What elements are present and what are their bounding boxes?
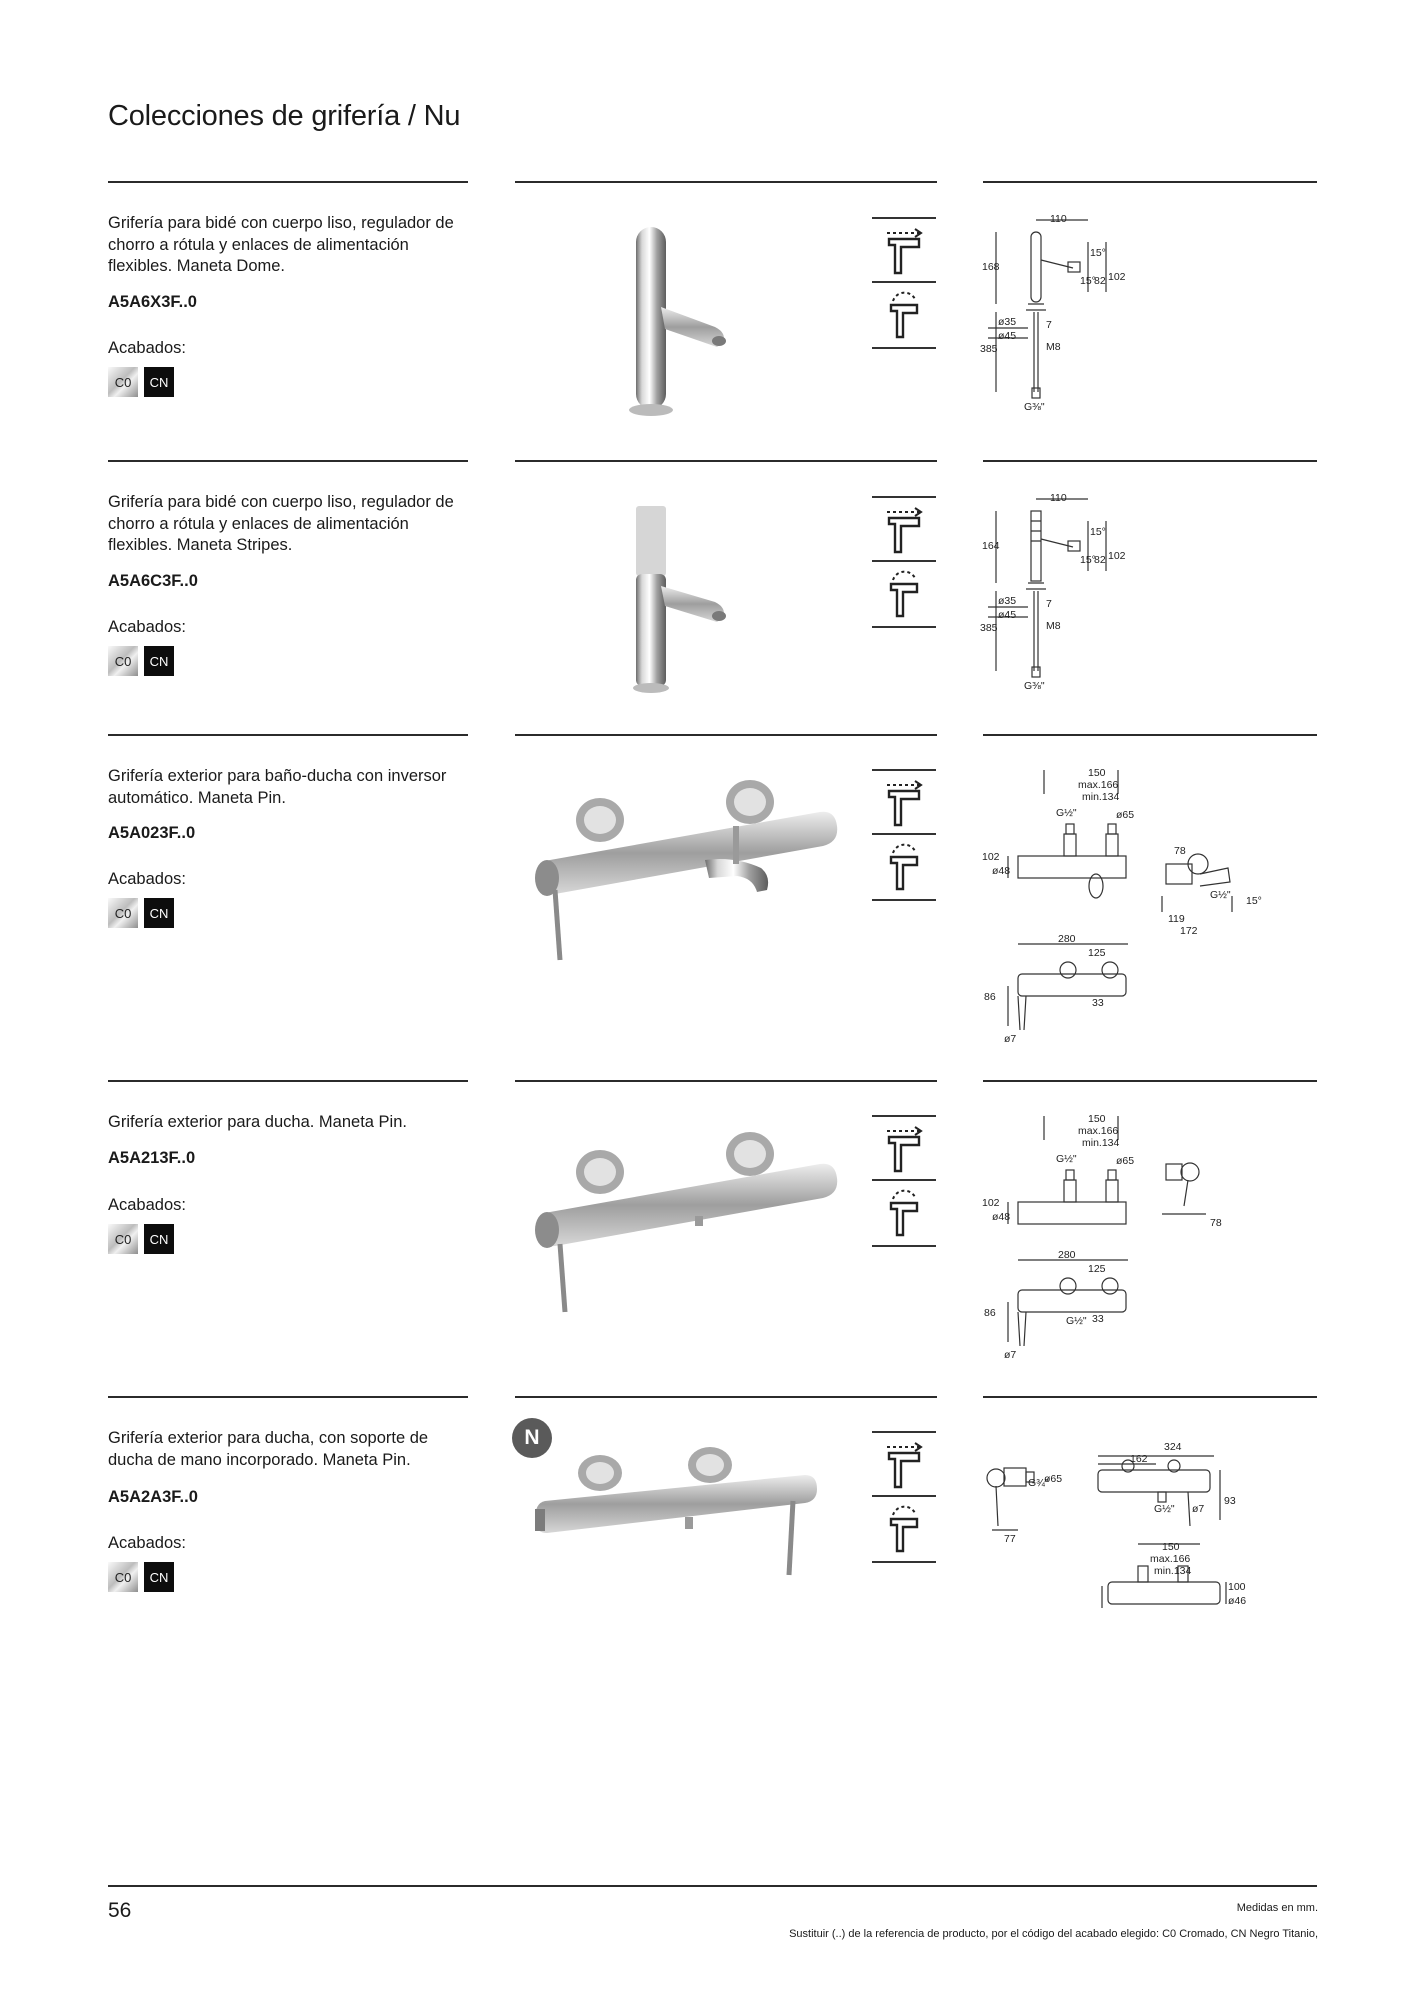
new-product-badge: N: [512, 1418, 552, 1458]
finish-swatch-black-titanium: CN: [144, 1224, 174, 1254]
product-code: A5A213F..0: [108, 1149, 196, 1167]
dim-max: max.166: [1078, 1125, 1119, 1137]
dim-min: min.134: [1154, 1565, 1192, 1577]
faucet-temperature-icon: [872, 1117, 936, 1181]
finish-swatch-black-titanium: CN: [144, 1562, 174, 1592]
dim-depth: 78: [1210, 1217, 1222, 1229]
dim-height: 168: [982, 261, 1000, 273]
finish-swatch-chrome: C0: [108, 1224, 138, 1254]
faucet-flow-icon: [872, 1181, 936, 1245]
product-description: Grifería exterior para ducha. Maneta Pin.: [108, 1113, 407, 1131]
dim-width: 110: [1050, 492, 1067, 504]
dim-depth: 119: [1168, 913, 1185, 925]
faucet-temperature-icon: [872, 1433, 936, 1497]
row-divider: [108, 1396, 468, 1398]
dim-diameter: ø48: [992, 1211, 1011, 1223]
dim-angle: 15°: [1080, 554, 1096, 566]
dim-depth: 82: [1094, 275, 1106, 287]
page-title: Colecciones de grifería / Nu: [108, 100, 461, 132]
dim-depth: 102: [1108, 271, 1126, 283]
dim-depth: 78: [1174, 845, 1186, 857]
finishes-label: Acabados:: [108, 1196, 186, 1214]
product-code: A5A2A3F..0: [108, 1488, 198, 1506]
technical-drawing: [978, 764, 1278, 1046]
dim-connection: G½": [1056, 807, 1077, 819]
product-photo-shower-mixer: [505, 1108, 850, 1328]
finish-swatch-chrome: C0: [108, 898, 138, 928]
finishes-label: Acabados:: [108, 618, 186, 636]
dim-height: 100: [1228, 1581, 1246, 1593]
row-divider: [515, 460, 937, 462]
dim-angle: 15°: [1246, 895, 1262, 907]
icon-divider: [872, 626, 936, 628]
dim-diameter: ø46: [1228, 1595, 1247, 1607]
dim-connection: G½": [1154, 1503, 1175, 1515]
technical-drawing: [978, 1426, 1278, 1636]
finish-swatch-chrome: C0: [108, 1562, 138, 1592]
dim-min: min.134: [1082, 791, 1120, 803]
dim-size: 7: [1046, 319, 1052, 331]
page-number: 56: [108, 1899, 132, 1922]
product-description: Grifería para bidé con cuerpo liso, regulador de chorro a rótula y enlaces de alimentación flexibles. Maneta Stripes.: [108, 493, 454, 554]
dim-diameter: ø45: [998, 330, 1017, 342]
dim-connection: G½": [1210, 889, 1231, 901]
row-divider: [108, 734, 468, 736]
product-photo-shower-mixer-with-holder: [505, 1425, 850, 1615]
technical-drawing: [978, 491, 1168, 691]
faucet-flow-icon: [872, 835, 936, 899]
icon-divider: [872, 899, 936, 901]
faucet-temperature-icon: [872, 771, 936, 835]
finish-swatch-black-titanium: CN: [144, 646, 174, 676]
dim-min: min.134: [1082, 1137, 1120, 1149]
dim-length: 385: [980, 343, 998, 355]
dim-height: 102: [982, 851, 1000, 863]
dim-connection: G½": [1066, 1315, 1087, 1327]
dim-width: 110: [1050, 213, 1067, 225]
row-divider: [108, 460, 468, 462]
dim-depth: 172: [1180, 925, 1198, 937]
product-photo-bath-shower-mixer: [505, 760, 850, 980]
dim-diameter: ø7: [1004, 1033, 1017, 1045]
dim-max: max.166: [1078, 779, 1119, 791]
technical-drawing: [978, 1110, 1278, 1360]
dim-size: 7: [1046, 598, 1052, 610]
dim-length: 324: [1164, 1441, 1182, 1453]
row-divider: [983, 1396, 1317, 1398]
finishes-label: Acabados:: [108, 339, 186, 357]
finishes-label: Acabados:: [108, 870, 186, 888]
icon-divider: [872, 347, 936, 349]
dim-max: max.166: [1150, 1553, 1191, 1565]
row-divider: [108, 1080, 468, 1082]
product-code: A5A6X3F..0: [108, 293, 197, 311]
row-divider: [108, 181, 468, 183]
finishes-label: Acabados:: [108, 1534, 186, 1552]
dim-height: 164: [982, 540, 1000, 552]
dim-connection: G⅜": [1024, 680, 1045, 691]
dim-depth: 33: [1092, 1313, 1104, 1325]
dim-angle: 15°: [1090, 247, 1106, 259]
footer-measures-note: Medidas en mm.: [1236, 1902, 1318, 1914]
dim-diameter: ø7: [1004, 1349, 1017, 1360]
row-divider: [983, 1080, 1317, 1082]
dim-height: 86: [984, 991, 996, 1003]
dim-length: 385: [980, 622, 998, 634]
dim-thread: M8: [1046, 341, 1061, 353]
product-code: A5A023F..0: [108, 824, 196, 842]
row-divider: [515, 1396, 937, 1398]
dim-width: 150: [1088, 767, 1106, 779]
dim-length: 125: [1088, 1263, 1106, 1275]
dim-diameter: ø35: [998, 595, 1017, 607]
dim-height: 93: [1224, 1495, 1236, 1507]
dim-length: 280: [1058, 1249, 1076, 1261]
faucet-flow-icon: [872, 1497, 936, 1561]
dim-angle: 15°: [1090, 526, 1106, 538]
dim-height: 86: [984, 1307, 996, 1319]
row-divider: [515, 1080, 937, 1082]
product-description: Grifería para bidé con cuerpo liso, regulador de chorro a rótula y enlaces de alimentación flexibles. Maneta Dome.: [108, 214, 454, 275]
dim-diameter: ø35: [998, 316, 1017, 328]
dim-diameter: ø65: [1044, 1473, 1063, 1485]
finish-swatch-black-titanium: CN: [144, 367, 174, 397]
dim-diameter: ø45: [998, 609, 1017, 621]
product-photo-bidet-stripes: [505, 486, 850, 706]
dim-length: 162: [1130, 1453, 1148, 1465]
faucet-flow-icon: [872, 283, 936, 347]
dim-diameter: ø65: [1116, 809, 1135, 821]
faucet-temperature-icon: [872, 219, 936, 283]
dim-diameter: ø65: [1116, 1155, 1135, 1167]
dim-connection: G½": [1056, 1153, 1077, 1165]
row-divider: [983, 181, 1317, 183]
faucet-flow-icon: [872, 562, 936, 626]
dim-diameter: ø48: [992, 865, 1011, 877]
row-divider: [983, 734, 1317, 736]
dim-depth: 102: [1108, 550, 1126, 562]
finish-swatch-chrome: C0: [108, 367, 138, 397]
dim-length: 280: [1058, 933, 1076, 945]
row-divider: [983, 460, 1317, 462]
product-description: Grifería exterior para baño-ducha con inversor automático. Maneta Pin.: [108, 767, 447, 807]
dim-connection: G⅜": [1024, 401, 1045, 412]
technical-drawing: [978, 212, 1168, 412]
row-divider: [515, 734, 937, 736]
dim-diameter: ø7: [1192, 1503, 1205, 1515]
dim-length: 125: [1088, 947, 1106, 959]
dim-connection: G¾": [1028, 1477, 1049, 1489]
dim-depth: 33: [1092, 997, 1104, 1009]
icon-divider: [872, 1245, 936, 1247]
product-description: Grifería exterior para ducha, con soporte de ducha de mano incorporado. Maneta Pin.: [108, 1429, 429, 1469]
dim-depth: 77: [1004, 1533, 1016, 1545]
icon-divider: [872, 1561, 936, 1563]
dim-width: 150: [1088, 1113, 1106, 1125]
dim-height: 102: [982, 1197, 1000, 1209]
product-photo-bidet-dome: [505, 207, 850, 427]
dim-angle: 15°: [1080, 275, 1096, 287]
dim-width: 150: [1162, 1541, 1180, 1553]
faucet-temperature-icon: [872, 498, 936, 562]
finish-swatch-chrome: C0: [108, 646, 138, 676]
finish-swatch-black-titanium: CN: [144, 898, 174, 928]
footer-divider: [108, 1885, 1317, 1887]
dim-depth: 82: [1094, 554, 1106, 566]
footer-finish-note: Sustituir (..) de la referencia de producto, por el código del acabado elegido: C0 Cromado, CN Negro Titanio,: [789, 1928, 1318, 1940]
dim-thread: M8: [1046, 620, 1061, 632]
row-divider: [515, 181, 937, 183]
product-code: A5A6C3F..0: [108, 572, 198, 590]
